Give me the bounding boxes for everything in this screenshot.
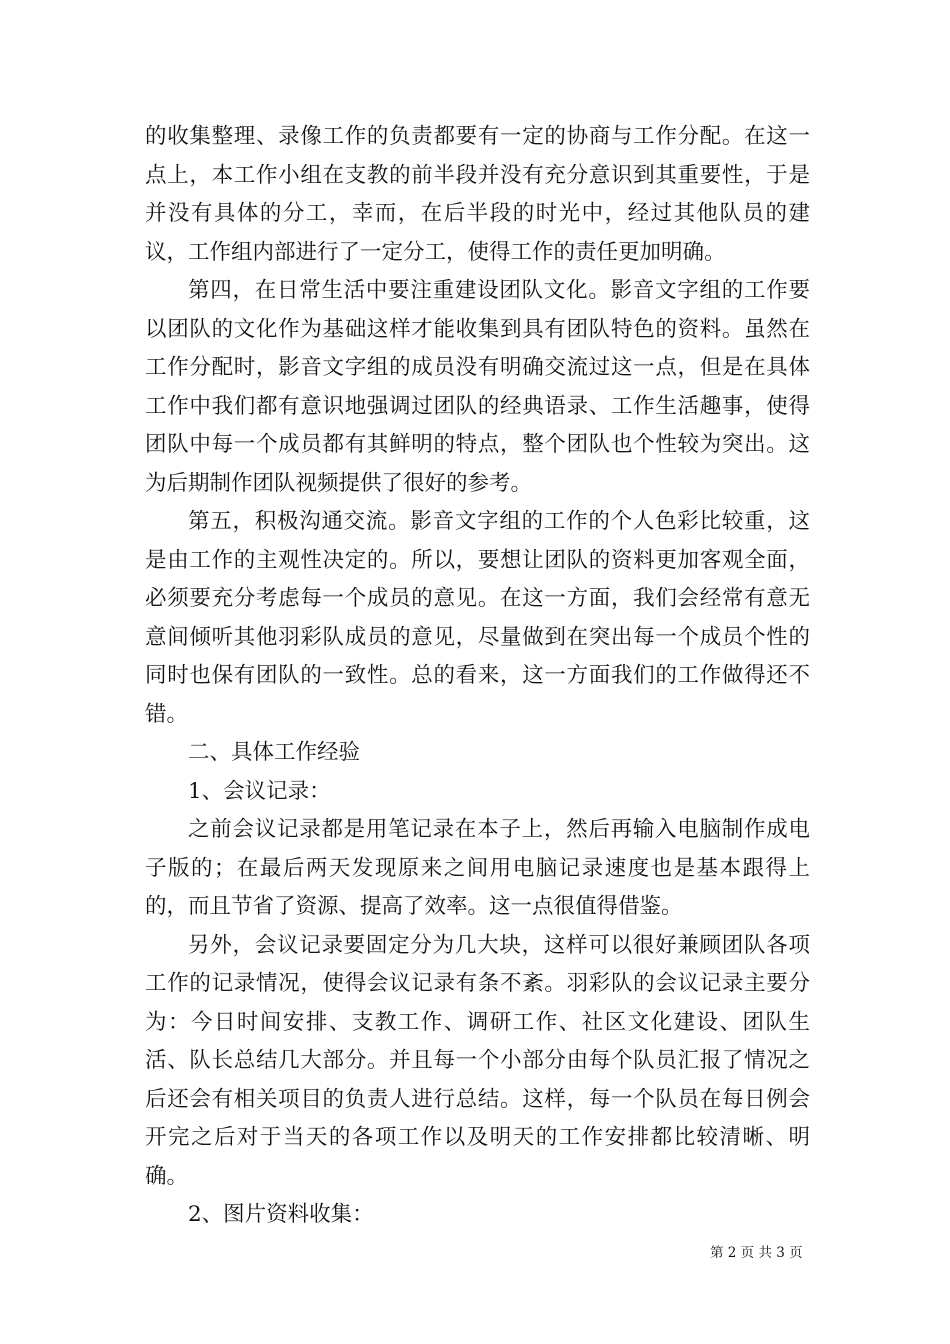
subheading-meeting-records: 1、会议记录：: [188, 778, 331, 804]
paragraph-communication: 第五，积极沟通交流。影音文字组的工作的个人色彩比较重，这是由工作的主观性决定的。所以，要想让团队的资料更加客观全面，必须要充分考虑每一个成员的意见。在这一方面，我们会经常有意无意间倾听其他羽彩队成员的意见，尽量做到在突出每一个成员个性的同时也保有团队的一致性。总的看来，这一方面我们的工作做得还不错。: [145, 509, 810, 727]
paragraph-continuation: 的收集整理、录像工作的负责都要有一定的协商与工作分配。在这一点上，本工作小组在支教的前半段并没有充分意识到其重要性，于是并没有具体的分工，幸而，在后半段的时光中，经过其他队员的建议，工作组内部进行了一定分工，使得工作的责任更加明确。: [145, 124, 810, 265]
paragraph-meeting-records-digital: 之前会议记录都是用笔记录在本子上，然后再输入电脑制作成电子版的；在最后两天发现原来之间用电脑记录速度也是基本跟得上的，而且节省了资源、提高了效率。这一点很值得借鉴。: [145, 817, 810, 919]
section-heading-work-experience: 二、具体工作经验: [188, 740, 361, 765]
document-body: [145, 118, 810, 1235]
paragraph-team-culture: 第四，在日常生活中要注重建设团队文化。影音文字组的工作要以团队的文化作为基础这样才能收集到具有团队特色的资料。虽然在工作分配时，影音文字组的成员没有明确交流过这一点，但是在具体工作中我们都有意识地强调过团队的经典语录、工作生活趣事，使得团队中每一个成员都有其鲜明的特点，整个团队也个性较为突出。这为后期制作团队视频提供了很好的参考。: [145, 278, 810, 496]
page-number-footer: 第 2 页 共 3 页: [710, 1245, 803, 1261]
paragraph-meeting-records-structure: 另外，会议记录要固定分为几大块，这样可以很好兼顾团队各项工作的记录情况，使得会议记录有条不紊。羽彩队的会议记录主要分为：今日时间安排、支教工作、调研工作、社区文化建设、团队生活、队长总结几大部分。并且每一个小部分由每个队员汇报了情况之后还会有相关项目的负责人进行总结。这样，每一个队员在每日例会开完之后对于当天的各项工作以及明天的工作安排都比较清晰、明确。: [145, 932, 810, 1189]
subheading-photo-collection: 2、图片资料收集：: [188, 1202, 374, 1227]
